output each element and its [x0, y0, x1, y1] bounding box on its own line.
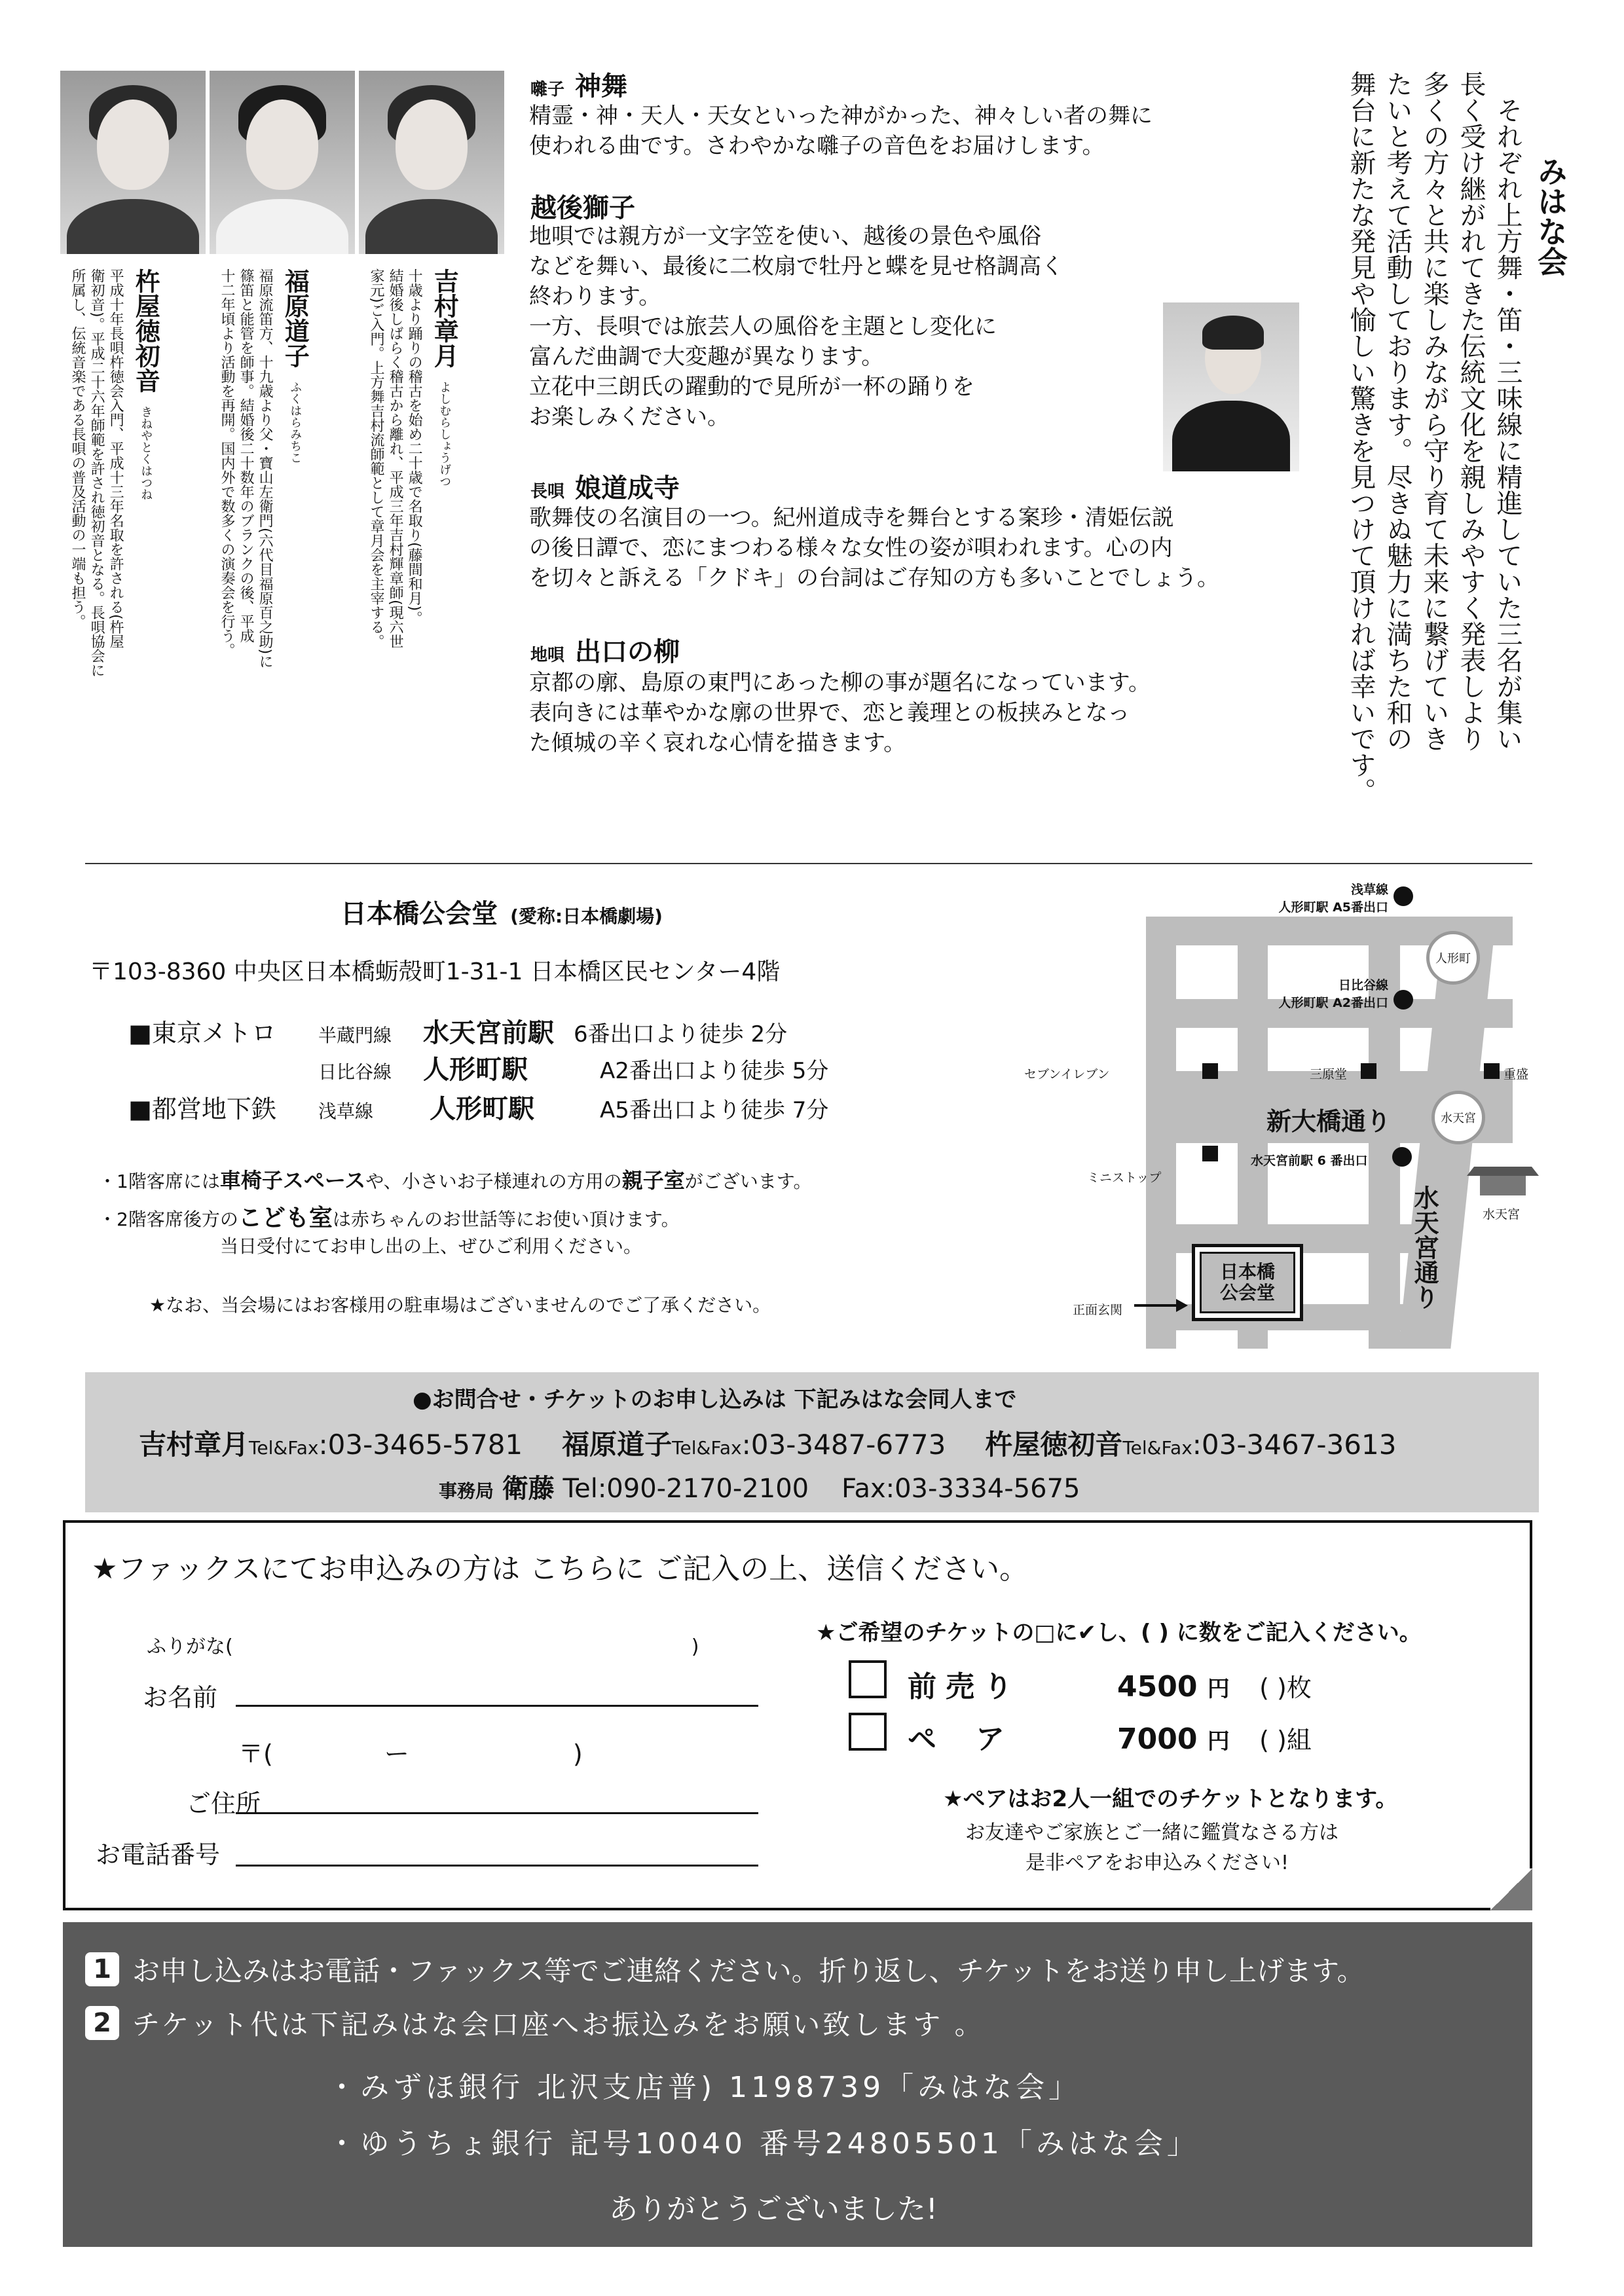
contact-band: [85, 1372, 1539, 1512]
program-text-deguchi: 京都の廓、島原の東門にあった柳の事が題名になっています。 表向きには華やかな廓の世界で、恋と義理との板挟みとなっ た傾城の辛く哀れな心情を描きます。: [529, 670, 1151, 756]
pair-note: ★ペアはお2人一組でのチケットとなります。: [943, 1786, 1398, 1812]
venue-note-4: ★なお、当会場にはお客様用の駐車場はございませんのでご了承ください。: [149, 1294, 771, 1316]
name-field[interactable]: [236, 1705, 758, 1707]
access-row-1: ■東京メトロ 半蔵門線 水天宮前駅 6番出口より徒歩 2分: [128, 1018, 788, 1048]
venue-note-3: 当日受付にてお申し出の上、ぜひご利用ください。: [220, 1235, 642, 1257]
pair-sub-1: お友達やご家族とご一緒に鑑賞なさる方は: [965, 1821, 1338, 1844]
program-text-dojoji: 歌舞伎の名演目の一つ。紀州道成寺を舞台とする案珍・清姫伝説 の後日譚で、恋にまつわる様々な女性の姿が唄われます。心の内 を切々と訴える「クドキ」の台詞はご存知の方も多いことでしょう。: [529, 505, 1219, 591]
step-2-badge: 2: [85, 2006, 119, 2040]
step-1-badge: 1: [85, 1952, 119, 1986]
map-hall: 日本橋 公会堂: [1192, 1244, 1303, 1321]
map-seven: セブンイレブン: [1024, 1067, 1110, 1082]
contact-office: 事務局 衛藤 Tel:090-2170-2100 Fax:03-3334-5675: [439, 1474, 1080, 1504]
portrait-yoshimura: [359, 71, 504, 254]
contact-header: ●お問合せ・チケットのお申し込みは 下記みはな会同人まで: [413, 1387, 1017, 1413]
furigana-label: ふりがな( ): [147, 1635, 699, 1658]
ticket-pair-checkbox[interactable]: [849, 1713, 887, 1751]
bank-yucho: ・ゆうちょ銀行 記号10040 番号24805501「みはな会」: [327, 2127, 1200, 2160]
postal-label: 〒( ー ): [238, 1740, 583, 1768]
phone-label: お電話番号: [96, 1840, 221, 1869]
map-mihara: 三原堂: [1310, 1067, 1348, 1082]
program-title-kamimai: 囃子 神舞: [530, 71, 628, 101]
profile-yoshimura: 吉村章月よしむらしょうげつ 十歳より踊りの稽古を始め二十歳で名取り(藤間和月)。 結婚後しばらく稽古から離れ、平成三年吉村輝章師(現六世 家元)ご入門。上方舞吉村流師範として章月会を主宰する。: [368, 268, 459, 649]
map-shigemori: 重盛: [1504, 1067, 1529, 1082]
program-title-dojoji: 長唄 娘道成寺: [530, 473, 680, 503]
payment-band: [63, 1922, 1532, 2247]
bank-mizuho: ・みずほ銀行 北沢支店普) 1198739「みはな会」: [327, 2071, 1082, 2104]
map-suitengu-shrine: 水天宮: [1483, 1207, 1521, 1222]
map-suitengu-dori: 水天宮通り: [1410, 1185, 1439, 1309]
mihana-title: みはな会: [1533, 156, 1568, 276]
portrait-tachibana: [1163, 302, 1299, 471]
contact-people: 吉村章月Tel&Fax:03-3465-5781 福原道子Tel&Fax:03-3487-6773 杵屋徳初音Tel&Fax:03-3467-3613: [139, 1429, 1397, 1461]
form-header: ★ファックスにてお申込みの方は こちらに ご記入の上、送信ください。: [92, 1552, 1029, 1586]
address-field[interactable]: [236, 1812, 758, 1814]
address-label: ご住所: [186, 1789, 261, 1818]
program-text-kamimai: 精霊・神・天人・天女といった神がかった、神々しい者の舞に 使われる曲です。さわやかな囃子の音色をお届けします。: [529, 103, 1153, 159]
arrow-right-icon: [1134, 1304, 1180, 1307]
map-ningyocho-badge: 人形町: [1426, 931, 1480, 985]
map-shin-ohashi: 新大橋通り: [1266, 1107, 1392, 1136]
map-suitengu-exit: 水天宮前駅 6 番出口: [1251, 1154, 1368, 1168]
fax-form: [63, 1520, 1532, 1910]
map-ministop: ミニストップ: [1087, 1171, 1162, 1185]
program-text-echigo: 地唄では親方が一文字笠を使い、越後の景色や風俗 などを舞い、最後に二枚扇で牡丹と蝶を見せ格調高く 終わります。 一方、長唄では旅芸人の風俗を主題とし変化に 富んだ曲調で大変趣が異なります。 立花中三朗氏の躍動的で見所が一杯の踊りを お楽しみください。: [529, 223, 1063, 430]
venue-address: 〒103-8360 中央区日本橋蛎殻町1-31-1 日本橋区民センター4階: [89, 958, 781, 985]
program-title-deguchi: 地唄 出口の柳: [530, 636, 680, 667]
ticket-pair-row: ペア 7000 円 ( )組: [908, 1722, 1312, 1756]
shrine-icon: [1467, 1152, 1539, 1198]
mihana-intro: みはな会 それぞれ上方舞・笛・三味線に精進していた三名が集い 長く受け継がれてきた伝統文化を親しみやすく発表しより 多くの方々と共に楽しみながら守り育て未来に繋げていき たいと考えて活動しております。尽きぬ魅力に満ちた和の 舞台に新たな発見や愉しい驚きを見つけて頂ければ幸いです。: [1342, 71, 1569, 843]
map-suitengu-badge: 水天宮: [1431, 1091, 1485, 1144]
venue-name: 日本橋公会堂: [341, 899, 498, 929]
program-title-echigo: 越後獅子: [530, 192, 635, 223]
name-label: お名前: [143, 1683, 218, 1712]
venue-note-2: ・2階客席後方のこども室は赤ちゃんのお世話等にお使い頂けます。: [98, 1205, 680, 1231]
access-map: [1024, 877, 1572, 1362]
ticket-advance-row: 前売り 4500 円 ( )枚: [908, 1670, 1312, 1704]
profile-fukuhara: 福原道子ふくはらみちこ 福原流笛方、十九歳より父・寶山左衛門(六代目福原百之助)に 篠笛と能管を師事。結婚後二十数年のブランクの後、平成 十二年頃より活動を再開。国内外で数多くの演奏会を行う。: [219, 268, 310, 669]
venue-alias: (愛称:日本橋劇場): [510, 905, 663, 927]
phone-field[interactable]: [236, 1865, 758, 1867]
portrait-kineya: [60, 71, 206, 254]
map-hibiya-exit: 日比谷線 人形町駅 A2番出口: [1278, 978, 1388, 1010]
step-2: 2 チケット代は下記みはな会口座へお振込みをお願い致します 。: [85, 2003, 985, 2043]
pair-sub-2: 是非ペアをお申込みください!: [1025, 1851, 1289, 1874]
section-divider: [85, 863, 1532, 864]
ticket-advance-checkbox[interactable]: [849, 1660, 887, 1698]
map-asakusa-exit: 浅草線 人形町駅 A5番出口: [1278, 883, 1388, 915]
step-1: 1 お申し込みはお電話・ファックス等でご連絡ください。折り返し、チケットをお送り申し上げます。: [85, 1950, 1365, 1989]
ticket-header: ★ご希望のチケットの□に✔し、( ) に数をご記入ください。: [816, 1620, 1422, 1646]
map-entrance: 正面玄関: [1073, 1303, 1123, 1317]
profile-kineya: 杵屋徳初音きねやとくはつね 平成十年長唄杵徳会入門、平成十三年名取を許される(杵屋 衛初音)。平成二十六年師範を許され徳初音となる。長唄協会に 所属し、伝統音楽である長唄の普及活動の一端も担う。: [69, 268, 160, 678]
thanks: ありがとうございました!: [609, 2193, 938, 2226]
access-row-2: 日比谷線 人形町駅 A2番出口より徒歩 5分: [318, 1055, 829, 1085]
access-row-3: ■都営地下鉄 浅草線 人形町駅 A5番出口より徒歩 7分: [128, 1094, 829, 1124]
venue-note-1: ・1階客席には車椅子スペースや、小さいお子様連れの方用の親子室がございます。: [98, 1168, 812, 1193]
page-curl-icon: [1490, 1868, 1532, 1910]
portrait-fukuhara: [210, 71, 355, 254]
